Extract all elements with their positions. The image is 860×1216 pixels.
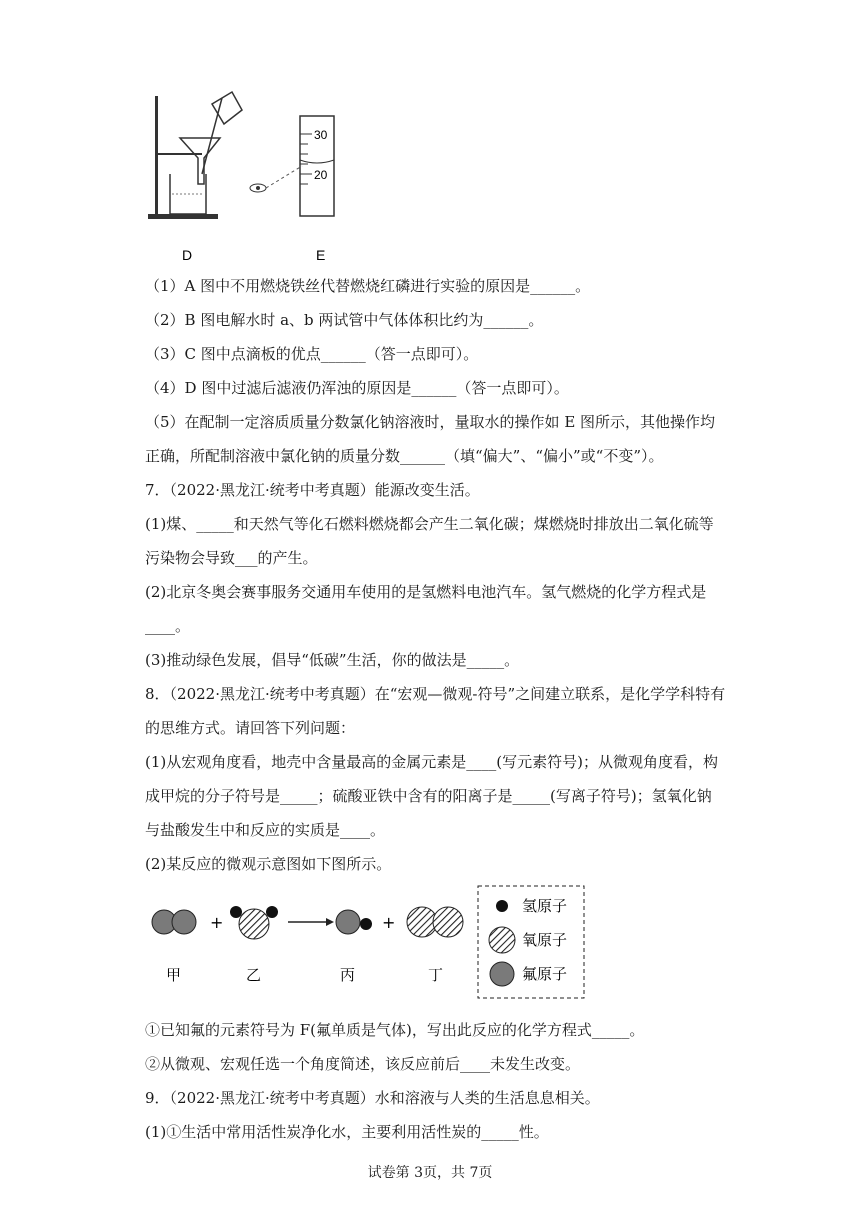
question-7-3: (3)推动绿色发展，倡导“低碳”生活，你的做法是_____。 xyxy=(145,651,520,669)
label-bing: 丙 xyxy=(340,966,356,984)
question-8-1-cont: 成甲烷的分子符号是_____；硫酸亚铁中含有的阳离子是_____(写离子符号)；氢氧化钠 xyxy=(145,787,712,805)
reaction-diagram xyxy=(140,882,600,1002)
question-9-title: 9．（2022·黑龙江·统考中考真题）水和溶液与人类的生活息息相关。 xyxy=(145,1089,600,1107)
question-6-1: （1）A 图中不用燃烧铁丝代替燃烧红磷进行实验的原因是______。 xyxy=(145,277,591,295)
question-6-4: （4）D 图中过滤后滤液仍浑浊的原因是______（答一点即可）。 xyxy=(145,379,569,397)
question-7-1: (1)煤、_____和天然气等化石燃料燃烧都会产生二氧化碳；煤燃烧时排放出二氧化硫等 xyxy=(145,515,714,533)
label-yi: 乙 xyxy=(246,966,262,984)
question-7-1-cont: 污染物会导致___的产生。 xyxy=(145,549,318,567)
plus-sign: + xyxy=(210,913,224,932)
tick-20: 20 xyxy=(314,168,328,182)
tick-30: 30 xyxy=(314,128,328,142)
question-6-2: （2）B 图电解水时 a、b 两试管中气体体积比约为______。 xyxy=(145,311,544,329)
question-6-5: （5）在配制一定溶质质量分数氯化钠溶液时，量取水的操作如 E 图所示，其他操作均 xyxy=(145,413,716,431)
label-e: E xyxy=(316,247,326,263)
legend-oxygen: 氧原子 xyxy=(522,931,568,949)
question-9-1: (1)①生活中常用活性炭净化水，主要利用活性炭的_____性。 xyxy=(145,1123,549,1141)
question-8-title-cont: 的思维方式。请回答下列问题： xyxy=(145,719,356,737)
question-6-5-cont: 正确，所配制溶液中氯化钠的质量分数______（填“偏大”、“偏小”或“不变”）。 xyxy=(145,447,664,465)
legend-fluorine: 氟原子 xyxy=(522,965,568,983)
filtration-and-cylinder-figure xyxy=(140,86,360,266)
question-6-3: （3）C 图中点滴板的优点______（答一点即可）。 xyxy=(145,345,479,363)
question-8-2-a: ①已知氟的元素符号为 F(氟单质是气体)，写出此反应的化学方程式_____。 xyxy=(145,1021,645,1039)
legend-hydrogen: 氢原子 xyxy=(522,897,568,915)
label-d: D xyxy=(182,247,193,263)
label-jia: 甲 xyxy=(166,966,182,984)
label-ding: 丁 xyxy=(428,966,444,984)
page-footer: 试卷第 3页，共 7页 xyxy=(367,1165,493,1181)
question-8-1-cont2: 与盐酸发生中和反应的实质是____。 xyxy=(145,821,386,839)
plus-sign-2: + xyxy=(382,913,396,932)
question-8-2: (2)某反应的微观示意图如下图所示。 xyxy=(145,855,392,873)
question-8-1: (1)从宏观角度看，地壳中含量最高的金属元素是____(写元素符号)；从微观角度看，构 xyxy=(145,753,718,771)
question-7-2: (2)北京冬奥会赛事服务交通用车使用的是氢燃料电池汽车。氢气燃烧的化学方程式是 xyxy=(145,583,707,601)
question-8-2-b: ②从微观、宏观任选一个角度简述，该反应前后____未发生改变。 xyxy=(145,1055,581,1073)
question-7-title: 7．（2022·黑龙江·统考中考真题）能源改变生活。 xyxy=(145,481,480,499)
question-7-2-cont: ____。 xyxy=(145,617,191,635)
question-8-title: 8．（2022·黑龙江·统考中考真题）在“宏观—微观-符号”之间建立联系，是化学学科特有 xyxy=(145,685,726,703)
